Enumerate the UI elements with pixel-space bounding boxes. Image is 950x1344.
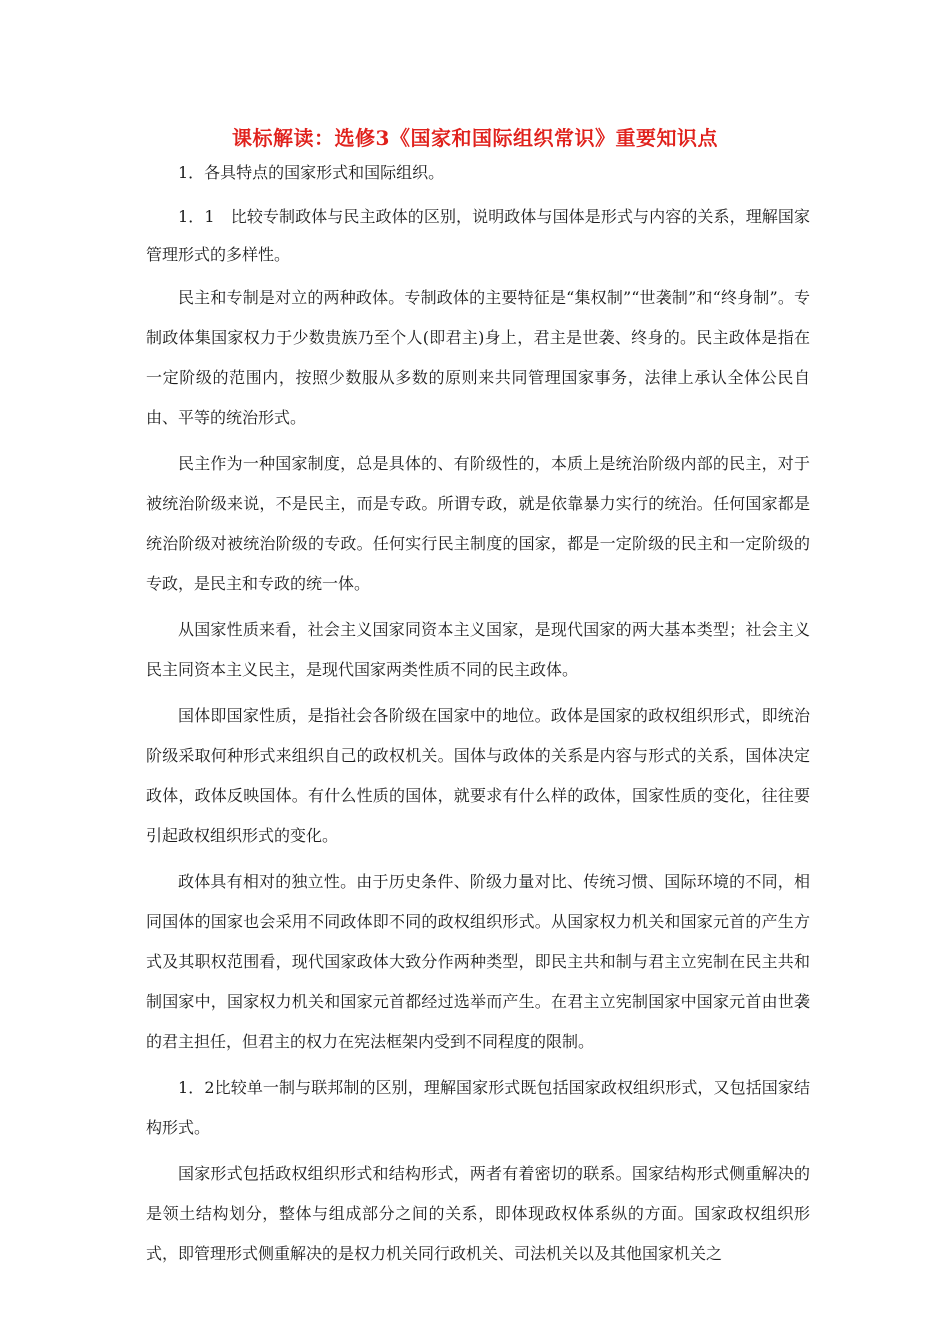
section-heading-1-2: 1．2比较单一制与联邦制的区别，理解国家形式既包括国家政权组织形式，又包括国家结构形式。 [146, 1078, 810, 1137]
paragraph-democracy-autocracy: 民主和专制是对立的两种政体。专制政体的主要特征是“集权制”“世袭制”和“终身制”。专制政体集国家权力于少数贵族乃至个人(即君主)身上，君主是世袭、终身的。民主政体是指在一定阶级的范围内，按照少数服从多数的原则来共同管理国家事务，法律上承认全体公民自由、平等的统治形式。 [146, 288, 810, 427]
section-heading-1: 1．各具特点的国家形式和国际组织。 [178, 163, 445, 182]
paragraph-state-nature: 从国家性质来看，社会主义国家同资本主义国家，是现代国家的两大基本类型；社会主义民主同资本主义民主，是现代国家两类性质不同的民主政体。 [146, 620, 810, 679]
paragraph-regime-independence: 政体具有相对的独立性。由于历史条件、阶级力量对比、传统习惯、国际环境的不同，相同国体的国家也会采用不同政体即不同的政权组织形式。从国家权力机关和国家元首的产生方式及其职权范围看，现代国家政体大致分作两种类型，即民主共和制与君主立宪制在民主共和制国家中，国家权力机关和国家元首都经过选举而产生。在君主立宪制国家中国家元首由世袭的君主担任，但君主的权力在宪法框架内受到不同程度的限制。 [146, 872, 810, 1051]
paragraph-democracy-dictatorship: 民主作为一种国家制度，总是具体的、有阶级性的，本质上是统治阶级内部的民主，对于被统治阶级来说，不是民主，而是专政。所谓专政，就是依靠暴力实行的统治。任何国家都是统治阶级对被统治阶级的专政。任何实行民主制度的国家，都是一定阶级的民主和一定阶级的专政，是民主和专政的统一体。 [146, 454, 810, 593]
paragraph-state-form: 国家形式包括政权组织形式和结构形式，两者有着密切的联系。国家结构形式侧重解决的是领土结构划分，整体与组成部分之间的关系，即体现政权体系纵的方面。国家政权组织形式，即管理形式侧重解决的是权力机关同行政机关、司法机关以及其他国家机关之 [146, 1164, 810, 1263]
paragraph-state-system: 国体即国家性质，是指社会各阶级在国家中的地位。政体是国家的政权组织形式，即统治阶级采取何种形式来组织自己的政权机关。国体与政体的关系是内容与形式的关系，国体决定政体，政体反映国体。有什么性质的国体，就要求有什么样的政体，国家性质的变化，往往要引起政权组织形式的变化。 [146, 706, 810, 845]
document-title: 课标解读：选修3《国家和国际组织常识》重要知识点 [232, 126, 718, 150]
document-body [146, 158, 810, 1274]
section-heading-1-1: 1．1 比较专制政体与民主政体的区别，说明政体与国体是形式与内容的关系，理解国家管理形式的多样性。 [146, 207, 810, 264]
